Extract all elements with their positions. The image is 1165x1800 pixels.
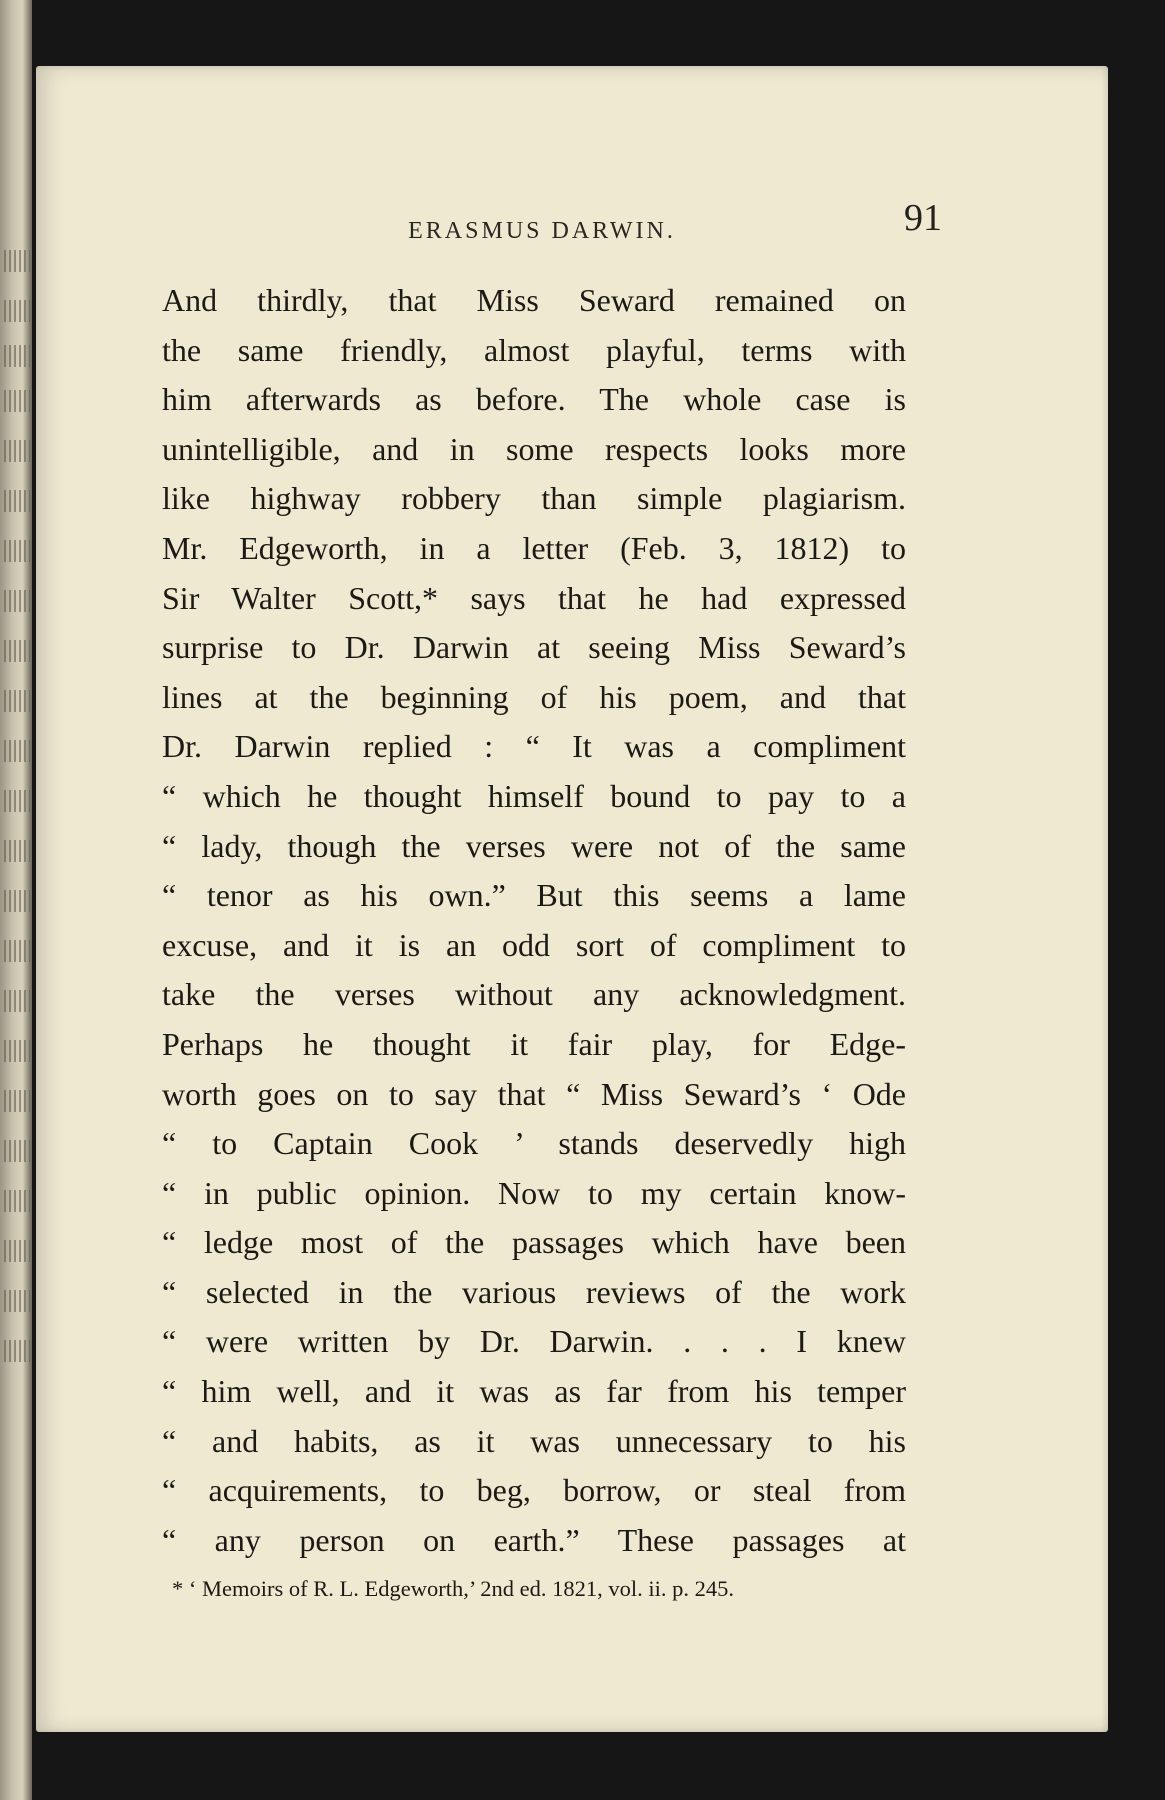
text-line: “ ledge most of the passages which have been: [162, 1224, 906, 1261]
page-number: 91: [904, 197, 942, 239]
text-line: him afterwards as before. The whole case is: [162, 381, 906, 418]
text-line: worth goes on to say that “ Miss Seward’s ‘ Ode: [162, 1075, 906, 1112]
text-line: surprise to Dr. Darwin at seeing Miss Seward’s: [162, 629, 906, 666]
text-line: “ tenor as his own.” But this seems a lame: [162, 877, 906, 914]
text-line: lines at the beginning of his poem, and that: [162, 678, 906, 715]
text-line: “ were written by Dr. Darwin. . . . I knew: [162, 1323, 906, 1360]
footnote: * ‘ Memoirs of R. L. Edgeworth,’ 2nd ed. 1821, vol. ii. p. 245.: [172, 1576, 735, 1601]
adjacent-page-edge: [0, 0, 32, 1800]
text-line: “ acquirements, to beg, borrow, or steal from: [162, 1472, 906, 1509]
text-line: “ and habits, as it was unnecessary to his: [162, 1422, 906, 1459]
text-line: take the verses without any acknowledgment.: [162, 976, 906, 1013]
text-line: “ to Captain Cook ’ stands deservedly high: [162, 1125, 906, 1162]
text-line: “ in public opinion. Now to my certain know-: [162, 1174, 906, 1211]
text-line: Dr. Darwin replied : “ It was a compliment: [162, 728, 906, 765]
text-line: And thirdly, that Miss Seward remained on: [162, 282, 906, 318]
text-line: “ any person on earth.” These passages at: [162, 1521, 906, 1558]
text-line: “ selected in the various reviews of the work: [162, 1273, 906, 1310]
body-text: [162, 276, 906, 1565]
text-line: Mr. Edgeworth, in a letter (Feb. 3, 1812) to: [162, 529, 906, 566]
text-line: the same friendly, almost playful, terms with: [162, 331, 906, 368]
text-line: “ lady, though the verses were not of the same: [162, 827, 906, 864]
text-line: unintelligible, and in some respects looks more: [162, 430, 906, 467]
text-line: like highway robbery than simple plagiarism.: [162, 480, 906, 517]
running-head: ERASMUS DARWIN.: [408, 218, 676, 244]
text-line: “ which he thought himself bound to pay to a: [162, 777, 906, 814]
text-line: Perhaps he thought it fair play, for Edge-: [162, 1025, 906, 1062]
text-line: Sir Walter Scott,* says that he had expressed: [162, 579, 906, 616]
text-line: “ him well, and it was as far from his temper: [162, 1373, 906, 1410]
text-line: excuse, and it is an odd sort of compliment to: [162, 926, 906, 963]
